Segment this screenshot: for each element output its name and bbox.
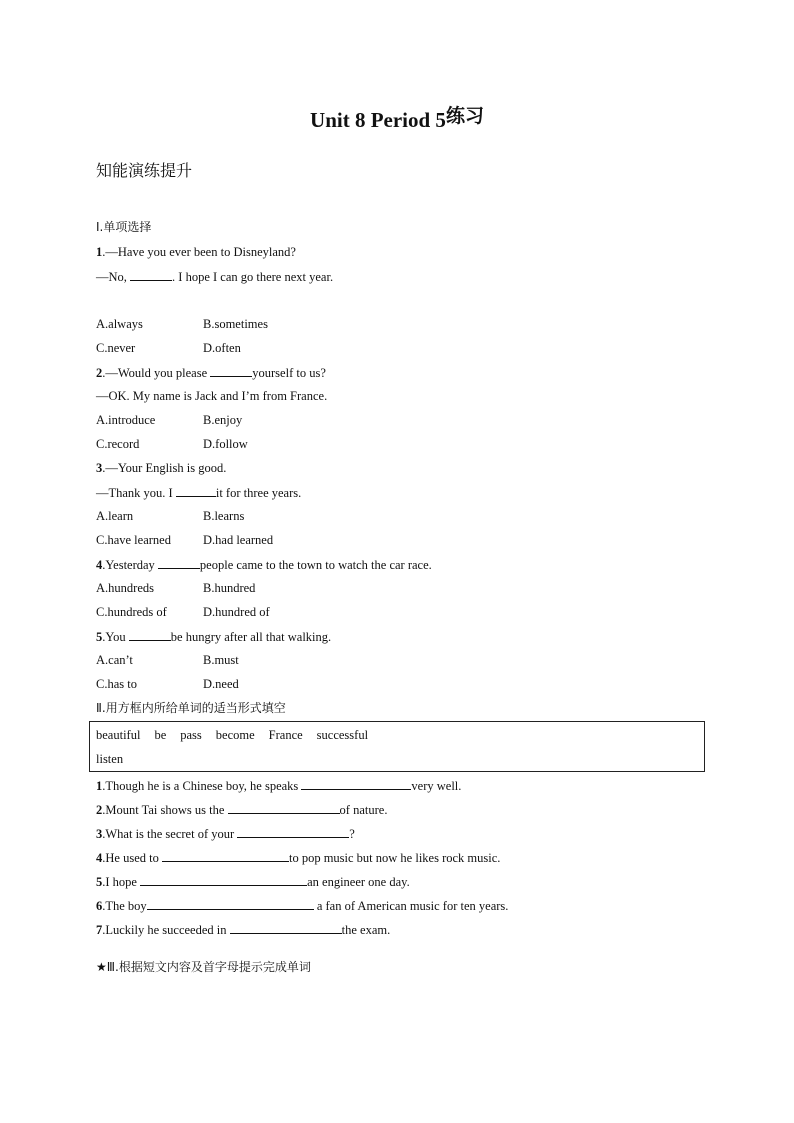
word-become: become xyxy=(215,728,255,742)
q5-option-a[interactable]: A.can’t xyxy=(96,653,133,667)
fill-5-num: 5 xyxy=(96,875,103,889)
q2-num: 2 xyxy=(96,366,103,380)
q1-stem-a: .—Have you ever been to Disneyland? xyxy=(102,245,296,259)
word-box-row-1 xyxy=(96,728,382,743)
q2-option-a[interactable]: A.introduce xyxy=(96,413,156,427)
word-successful: successful xyxy=(316,728,369,742)
fill-4-blank[interactable] xyxy=(162,849,289,862)
fill-5-post: an engineer one day. xyxy=(307,875,410,889)
fill-5-blank[interactable] xyxy=(140,873,307,886)
q1-line-a xyxy=(96,244,296,260)
fill-2-post: of nature. xyxy=(339,803,388,817)
q5-stem-pre: .You xyxy=(102,630,129,644)
q4-stem-pre: .Yesterday xyxy=(102,558,158,572)
q4-option-b[interactable]: B.hundred xyxy=(203,581,256,595)
q3-line-b xyxy=(96,484,301,501)
fill-3 xyxy=(96,825,355,842)
fill-7-post: the exam. xyxy=(341,923,391,937)
fill-6 xyxy=(96,897,508,914)
q2-blank[interactable] xyxy=(210,364,252,377)
q4-blank[interactable] xyxy=(158,556,200,569)
fill-4 xyxy=(96,849,500,866)
section-1-heading: Ⅰ.单项选择 xyxy=(96,220,152,234)
fill-4-num: 4 xyxy=(96,851,103,865)
q5-num: 5 xyxy=(96,630,103,644)
q5-line xyxy=(96,628,331,645)
q1-option-d[interactable]: D.often xyxy=(203,341,241,355)
section-2-heading: Ⅱ.用方框内所给单词的适当形式填空 xyxy=(96,701,286,715)
q5-stem-post: be hungry after all that walking. xyxy=(170,630,332,644)
fill-6-num: 6 xyxy=(96,899,103,913)
fill-7-blank[interactable] xyxy=(230,921,342,934)
fill-1 xyxy=(96,777,461,794)
title-text: Unit 8 Period 5 xyxy=(310,108,446,132)
q5-option-d[interactable]: D.need xyxy=(203,677,239,691)
fill-4-pre: .He used to xyxy=(102,851,162,865)
q1-blank[interactable] xyxy=(130,268,172,281)
q2-option-d[interactable]: D.follow xyxy=(203,437,248,451)
q1-option-c[interactable]: C.never xyxy=(96,341,136,355)
q3-stem-a: .—Your English is good. xyxy=(102,461,227,475)
q1-num: 1 xyxy=(96,245,103,259)
fill-4-post: to pop music but now he likes rock music. xyxy=(288,851,501,865)
word-box-row-2: listen xyxy=(96,752,124,766)
q1-option-a[interactable]: A.always xyxy=(96,317,143,331)
q4-option-c[interactable]: C.hundreds of xyxy=(96,605,167,619)
fill-6-pre: .The boy xyxy=(102,899,147,913)
fill-2-num: 2 xyxy=(96,803,103,817)
q5-blank[interactable] xyxy=(129,628,171,641)
word-france: France xyxy=(268,728,303,742)
fill-7 xyxy=(96,921,390,938)
fill-1-post: very well. xyxy=(411,779,462,793)
fill-1-num: 1 xyxy=(96,779,103,793)
q5-option-c[interactable]: C.has to xyxy=(96,677,137,691)
fill-7-num: 7 xyxy=(96,923,103,937)
q3-blank[interactable] xyxy=(176,484,216,497)
page-title xyxy=(0,106,794,133)
fill-3-num: 3 xyxy=(96,827,103,841)
q4-line xyxy=(96,556,432,573)
q2-option-b[interactable]: B.enjoy xyxy=(203,413,243,427)
title-cn: 练习 xyxy=(445,105,484,127)
section-3-heading: ★Ⅲ.根据短文内容及首字母提示完成单词 xyxy=(96,960,311,974)
fill-1-pre: .Though he is a Chinese boy, he speaks xyxy=(102,779,302,793)
fill-6-post: a fan of American music for ten years. xyxy=(313,899,509,913)
fill-5 xyxy=(96,873,410,890)
fill-3-blank[interactable] xyxy=(237,825,349,838)
q1-option-b[interactable]: B.sometimes xyxy=(203,317,268,331)
q2-stem-a-post: yourself to us? xyxy=(252,366,326,380)
q1-stem-b-pre: —No, xyxy=(96,270,131,284)
q3-num: 3 xyxy=(96,461,103,475)
q2-line-b: —OK. My name is Jack and I’m from France. xyxy=(96,389,328,403)
fill-3-post: ? xyxy=(349,827,355,841)
fill-2-pre: .Mount Tai shows us the xyxy=(102,803,228,817)
fill-7-pre: .Luckily he succeeded in xyxy=(102,923,230,937)
q3-line-a xyxy=(96,460,226,476)
q3-option-c[interactable]: C.have learned xyxy=(96,533,171,547)
q4-stem-post: people came to the town to watch the car race. xyxy=(199,558,432,572)
q2-option-c[interactable]: C.record xyxy=(96,437,140,451)
q1-line-b xyxy=(96,268,333,285)
fill-6-blank[interactable] xyxy=(147,897,314,910)
word-beautiful: beautiful xyxy=(96,728,141,742)
q4-option-d[interactable]: D.hundred of xyxy=(203,605,270,619)
q3-stem-b-post: it for three years. xyxy=(215,486,302,500)
fill-3-pre: .What is the secret of your xyxy=(102,827,238,841)
fill-5-pre: .I hope xyxy=(102,875,141,889)
q2-line-a xyxy=(96,364,326,381)
fill-2-blank[interactable] xyxy=(228,801,340,814)
q3-stem-b-pre: —Thank you. I xyxy=(96,486,176,500)
word-be: be xyxy=(154,728,167,742)
fill-2 xyxy=(96,801,387,818)
page-subtitle: 知能演练提升 xyxy=(96,161,193,180)
word-box xyxy=(89,721,705,772)
word-pass: pass xyxy=(180,728,202,742)
q4-option-a[interactable]: A.hundreds xyxy=(96,581,154,595)
q1-stem-b-post: . I hope I can go there next year. xyxy=(172,270,334,284)
q4-num: 4 xyxy=(96,558,103,572)
q3-option-a[interactable]: A.learn xyxy=(96,509,134,523)
q3-option-d[interactable]: D.had learned xyxy=(203,533,274,547)
q3-option-b[interactable]: B.learns xyxy=(203,509,245,523)
q2-stem-a-pre: .—Would you please xyxy=(102,366,211,380)
q5-option-b[interactable]: B.must xyxy=(203,653,239,667)
fill-1-blank[interactable] xyxy=(301,777,411,790)
